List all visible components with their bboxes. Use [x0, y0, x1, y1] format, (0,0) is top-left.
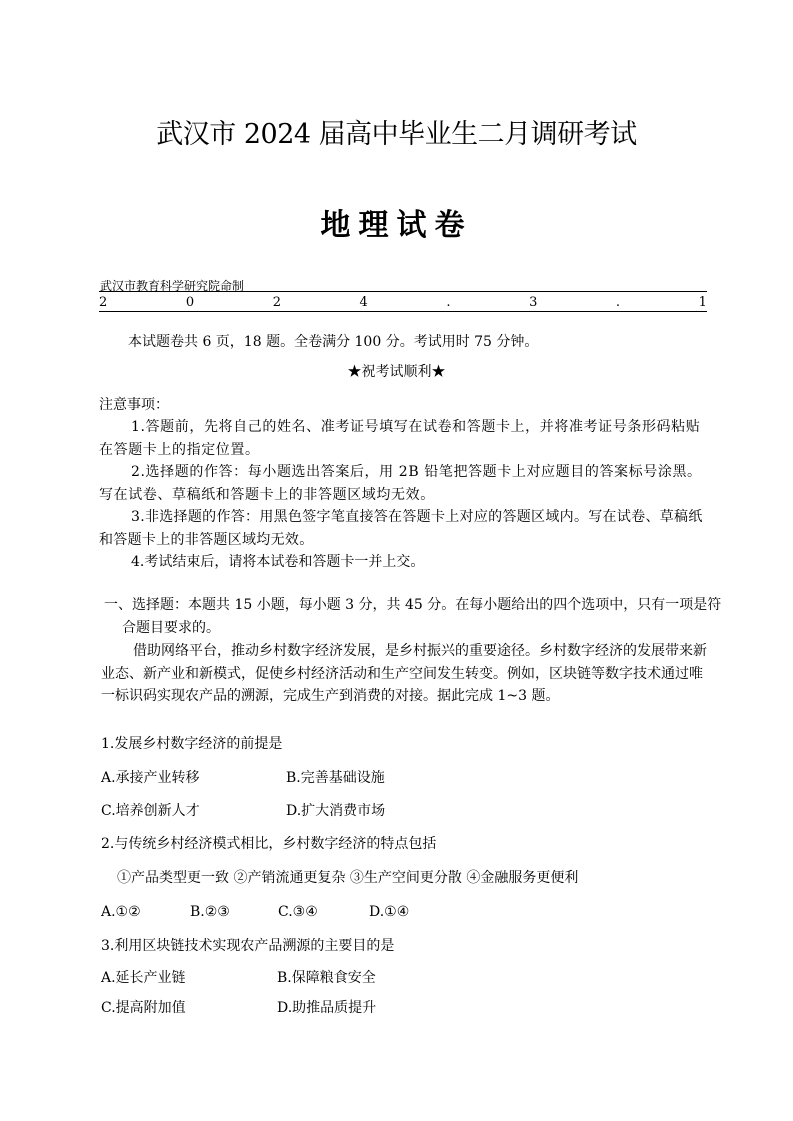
q2-option-a: A.①②: [101, 904, 141, 920]
header-rule-top: [99, 291, 707, 292]
date-char: 4: [359, 295, 368, 310]
question-2-statements: ①产品类型更一致 ②产销流通更复杂 ③生产空间更分散 ④金融服务更便利: [117, 870, 579, 886]
q2-option-c: C.③④: [278, 904, 318, 920]
q3-option-a: A.延长产业链: [101, 970, 186, 986]
date-bar: [99, 295, 707, 310]
question-3-stem: 3.利用区块链技术实现农产品溯源的主要目的是: [101, 938, 395, 954]
q2-option-d: D.①④: [369, 904, 410, 920]
date-char: .: [446, 295, 451, 310]
date-char: .: [615, 295, 621, 310]
date-char: 0: [185, 295, 195, 310]
good-luck: ★祝考试顺利★: [347, 364, 446, 380]
date-char: 2: [272, 295, 281, 310]
question-2-stem: 2.与传统乡村经济模式相比，乡村数字经济的特点包括: [101, 836, 437, 852]
note-item: 3.非选择题的作答：用黑色签字笔直接答在答题卡上对应的答题区域内。写在试卷、草稿纸和答题卡上的非答题区域均无效。: [99, 509, 703, 548]
note-item: 1.答题前，先将自己的姓名、准考证号填写在试卷和答题卡上，并将准考证号条形码粘贴在答题卡上的指定位置。: [99, 419, 701, 458]
section-heading: 一、选择题：本题共 15 小题，每小题 3 分，共 45 分。在每小题给出的四个选项中，只有一项是符合题目要求的。: [104, 597, 722, 636]
q1-option-c: C.培养创新人才: [101, 803, 200, 819]
date-char: 3: [529, 295, 538, 310]
q1-option-d: D.扩大消费市场: [286, 803, 386, 819]
q1-option-b: B.完善基础设施: [286, 770, 385, 786]
header-rule-bottom: [99, 311, 707, 312]
q3-option-d: D.助推品质提升: [277, 1000, 377, 1016]
issuer-line: 武汉市教育科学研究院命制: [100, 279, 245, 293]
q3-option-c: C.提高附加值: [101, 1000, 186, 1016]
q3-option-b: B.保障粮食安全: [277, 970, 376, 986]
date-char: 1: [698, 295, 707, 310]
q2-option-b: B.②③: [190, 904, 230, 920]
notes-heading: 注意事项：: [99, 397, 169, 413]
exam-summary: 本试题卷共 6 页，18 题。全卷满分 100 分。考试用时 75 分钟。: [128, 334, 539, 350]
question-1-stem: 1.发展乡村数字经济的前提是: [101, 736, 283, 752]
note-item: 2.选择题的作答：每小题选出答案后，用 2B 铅笔把答题卡上对应题目的答案标号涂黑。写在试卷、草稿纸和答题卡上的非答题区域均无效。: [99, 464, 702, 503]
q1-option-a: A.承接产业转移: [101, 770, 200, 786]
exam-subtitle: 地理试卷: [320, 208, 473, 243]
exam-title: 武汉市 2024 届高中毕业生二月调研考试: [156, 119, 637, 150]
date-char: 2: [99, 295, 108, 310]
passage: 借助网络平台，推动乡村数字经济发展，是乡村振兴的重要途径。乡村数字经济的发展带来新业态、新产业和新模式，促使乡村经济活动和生产空间发生转变。例如，区块链等数字技术通过唯一标识码实现农产品的溯源，完成生产到消费的对接。据此完成 1~3 题。: [101, 643, 707, 704]
note-item: 4.考试结束后，请将本试卷和答题卡一并上交。: [131, 554, 425, 570]
